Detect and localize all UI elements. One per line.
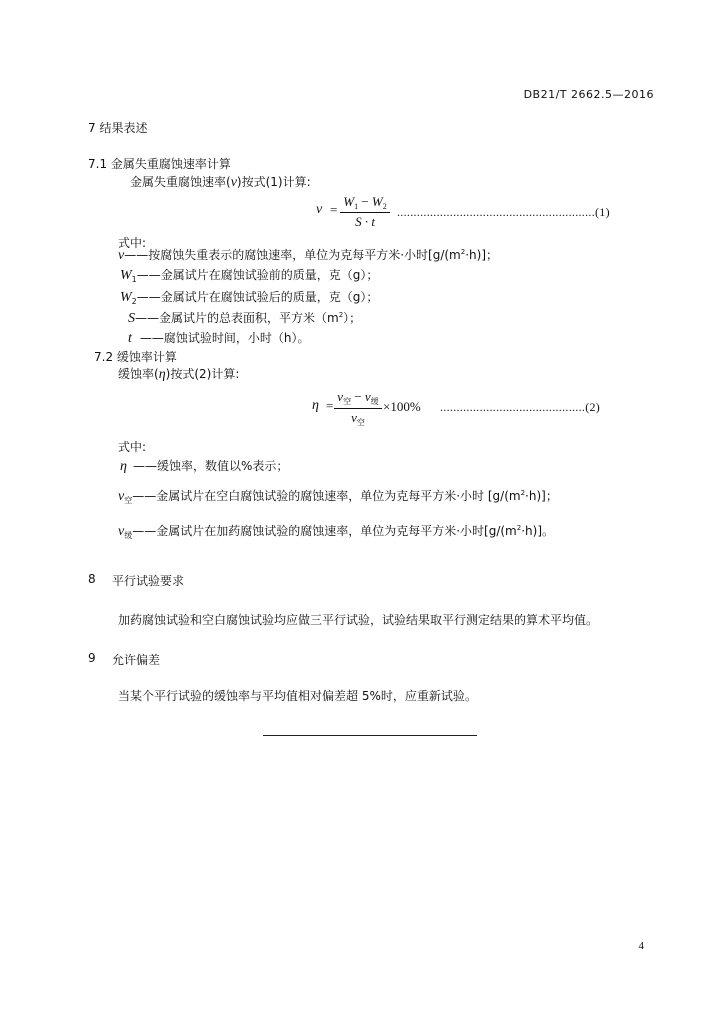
intro-variable: η [158,367,166,382]
document-code: DB21/T 2662.5—2016 [523,88,654,101]
formula-1-lhs: v [316,202,323,217]
numer-b-sub: 缓 [370,397,379,406]
formula-2-times-100: ×100% [383,399,421,414]
formula-2-denominator [334,409,382,428]
numer-a-sub: 1 [354,202,359,211]
def-sub: 2 [131,297,137,306]
numer-a: W [343,194,355,209]
numer-minus: − [358,194,372,209]
def-symbol: S [128,311,135,326]
def-symbol: η [120,459,127,474]
section-7-2-title: 7.2 缓蚀率计算 [94,350,177,364]
formula-1-numerator [340,194,390,213]
def-symbol: t [128,331,132,346]
denom-sub: 空 [356,418,365,427]
def-text: ——金属试片在加药腐蚀试验的腐蚀速率，单位为克每平方米·小时[g/(m [132,524,517,538]
def-symbol: v [118,248,125,263]
numer-minus: − [351,389,365,404]
formula-2-numerator [334,389,382,409]
def-tail: ·h)]； [465,248,499,262]
section-7-1-intro [130,173,311,191]
formula-1-denominator: S · t [355,214,375,229]
definition-s [128,309,361,327]
section-9-number: 9 [88,651,96,665]
def-sup: 2 [460,248,466,256]
section-8-body: 加药腐蚀试验和空白腐蚀试验均应做三平行试验，试验结果取平行测定结果的算术平均值。 [118,613,599,627]
def-symbol: v [118,489,125,504]
def-sub: 缓 [124,531,133,540]
end-of-document-rule [263,735,477,736]
def-tail: ·h)]； [525,489,558,503]
numer-a-sub: 空 [343,397,352,406]
def-sup: 2 [516,524,522,532]
numer-b-sub: 2 [382,202,387,211]
section-7-1-title: 7.1 金属失重腐蚀速率计算 [88,157,231,171]
intro-text-pre: 缓蚀率( [118,367,159,381]
definition-eta [120,457,288,475]
intro-variable: v [230,175,237,190]
def-text: ——腐蚀试验时间，小时（h）。 [139,331,310,345]
section-8-title: 平行试验要求 [112,574,185,588]
def-sup: 2 [338,311,344,319]
def-text: ——金属试片的总表面积，平方米（m [135,311,339,325]
definition-w1 [120,266,378,284]
denom-var: v [351,410,357,425]
def-symbol: W [120,268,132,283]
numer-b: v [364,389,371,404]
section-9-body: 当某个平行试验的缓蚀率与平均值相对偏差超 5%时，应重新试验。 [118,689,477,703]
page-number: 4 [638,940,644,952]
section-7-title: 7 结果表述 [88,121,148,135]
formula-2-lhs: η [312,398,319,413]
numer-a: v [337,389,344,404]
intro-text-post: )按式(1)计算: [236,175,311,189]
definition-v-blank [118,487,558,506]
def-tail: ·h)]。 [521,524,555,538]
numer-b: W [371,194,383,209]
def-tail: ）； [343,311,362,325]
formula-1-fraction [340,194,390,230]
formula-2-leader-dots: ............................................(2) [440,400,601,414]
section-8-number: 8 [88,572,96,586]
definition-v [118,246,498,264]
section-7-2-intro [118,365,239,383]
def-text: ——缓蚀率，数值以%表示； [132,459,289,473]
formula-1-leader-dots: ............................................................(1) [397,205,610,219]
def-symbol: W [120,290,132,305]
definition-t [128,329,310,347]
def-text: ——金属试片在腐蚀试验后的质量，克（g）； [136,290,379,304]
def-text: ——金属试片在腐蚀试验前的质量，克（g）； [136,268,379,282]
def-sup: 2 [520,489,526,497]
def-sub: 1 [131,275,137,284]
definition-w2 [120,288,378,306]
formula-2-equals: = [326,398,334,413]
def-symbol: v [118,524,125,539]
definition-v-inhibitor [118,522,554,541]
formula-1-equals: = [330,202,338,217]
def-text: ——金属试片在空白腐蚀试验的腐蚀速率，单位为克每平方米·小时 [g/(m [132,489,521,503]
def-sub: 空 [124,496,133,505]
intro-text-pre: 金属失重腐蚀速率( [130,175,231,189]
def-text: ——按腐蚀失重表示的腐蚀速率，单位为克每平方米·小时[g/(m [124,248,461,262]
formula-2-fraction [334,389,382,428]
section-9-title: 允许偏差 [112,653,161,667]
intro-text-post: )按式(2)计算: [165,367,240,381]
section-7-1-where: 式中: [118,236,147,250]
section-7-2-where: 式中: [118,440,147,454]
